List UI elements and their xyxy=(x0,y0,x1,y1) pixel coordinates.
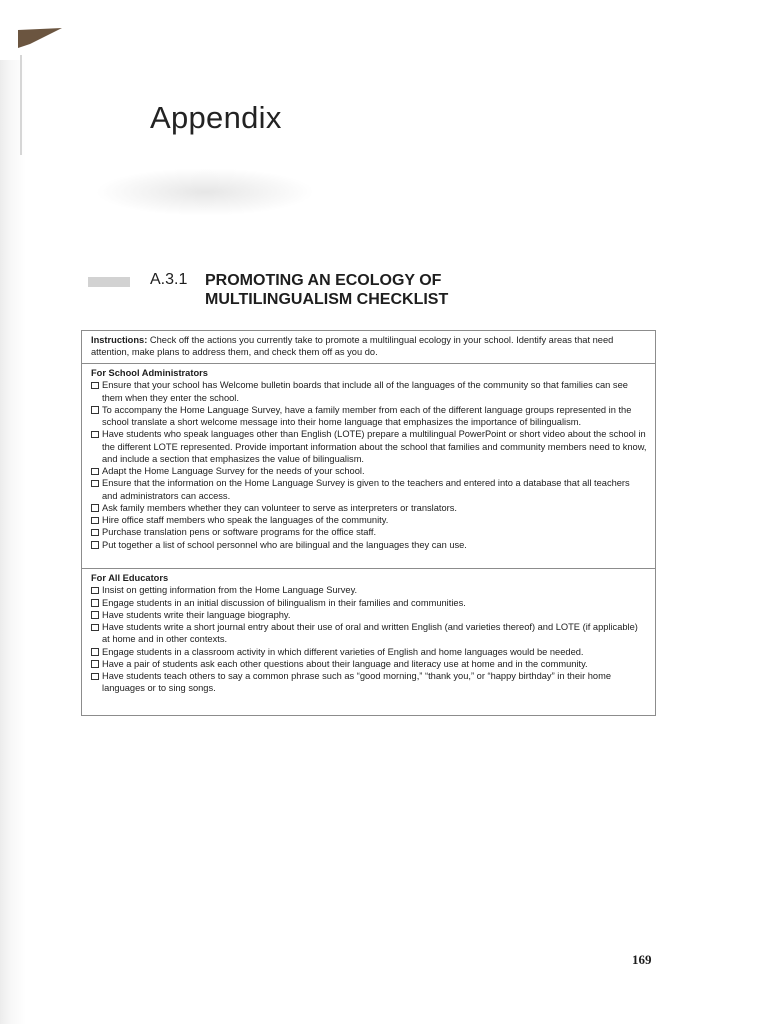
checklist-item[interactable] xyxy=(91,597,647,609)
section-marker xyxy=(88,277,130,287)
checkbox-icon[interactable] xyxy=(91,541,99,549)
checklist-item[interactable] xyxy=(91,477,647,502)
checkbox-icon[interactable] xyxy=(91,468,99,476)
checklist-item[interactable] xyxy=(91,465,647,477)
checklist-item-text: Adapt the Home Language Survey for the needs of your school. xyxy=(102,466,365,476)
admin-checklist xyxy=(91,379,647,551)
checklist-item-text: Have students write their language biography. xyxy=(102,609,291,620)
checklist-item[interactable] xyxy=(91,379,647,404)
checkbox-icon[interactable] xyxy=(91,480,99,488)
checklist-item-text: Have students teach others to say a common phrase such as “good morning,” “thank you,” or “happy birthday” in their home languages or to sing songs. xyxy=(102,671,612,694)
checkbox-icon[interactable] xyxy=(91,504,99,512)
section-title xyxy=(205,271,448,309)
section-number: A.3.1 xyxy=(150,271,188,288)
checkbox-icon[interactable] xyxy=(91,599,99,607)
checklist-item[interactable] xyxy=(91,584,647,596)
checklist-item[interactable] xyxy=(91,670,647,695)
checklist-item-text: Purchase translation pens or software programs for the office staff. xyxy=(102,527,377,538)
checkbox-icon[interactable] xyxy=(91,624,99,632)
checkbox-icon[interactable] xyxy=(91,587,99,595)
checklist-item-text: Hire office staff members who speak the languages of the community. xyxy=(102,515,389,525)
checklist-item-text: Ensure that your school has Welcome bulletin boards that include all of the languages of the community so that families can see them when they enter the school. xyxy=(102,380,628,403)
checklist-item-text: Ensure that the information on the Home Language Survey is given to the teachers and entered into a database that all teachers and administrators can access. xyxy=(102,478,630,501)
checklist-item[interactable] xyxy=(91,646,647,658)
instructions-label: Instructions: xyxy=(91,335,148,345)
page-number: 169 xyxy=(632,952,652,967)
checkbox-icon[interactable] xyxy=(91,382,99,390)
instructions-row xyxy=(82,331,655,364)
checklist-item-text: Have students write a short journal entry about their use of oral and written English (and varieties thereof) and LOTE (if applicable) at home and in other contexts. xyxy=(102,622,638,645)
instructions-text: Check off the actions you currently take to promote a multilingual ecology in your school. Identify areas that need attention, make plans to address them, and check them off as you do. xyxy=(91,335,614,358)
checklist-item[interactable] xyxy=(91,526,647,538)
checklist-item-text: Have a pair of students ask each other questions about their language and literacy use at home and in the community. xyxy=(102,658,588,669)
page-corner-shadow xyxy=(0,0,70,60)
checklist-item[interactable] xyxy=(91,621,647,646)
educators-section xyxy=(82,569,655,717)
checklist-item[interactable] xyxy=(91,502,647,514)
scan-smudge xyxy=(95,168,315,216)
page-edge-shadow xyxy=(0,60,26,1024)
page-title: Appendix xyxy=(150,100,282,135)
checklist-item[interactable] xyxy=(91,514,647,526)
checklist-item-text: Insist on getting information from the Home Language Survey. xyxy=(102,585,358,596)
checklist-item[interactable] xyxy=(91,404,647,429)
checklist-item-text: To accompany the Home Language Survey, have a family member from each of the different language groups represented in the school translate a short welcome message into their home language that emphasizes the importance of bilingualism. xyxy=(102,404,632,427)
checklist-item-text: Put together a list of school personnel who are bilingual and the languages they can use. xyxy=(102,539,467,550)
section-title-line-1: PROMOTING AN ECOLOGY OF xyxy=(205,272,442,289)
checklist-item[interactable] xyxy=(91,658,647,670)
checklist-box xyxy=(81,330,656,716)
checklist-item-text: Ask family members whether they can volunteer to serve as interpreters or translators. xyxy=(102,502,457,513)
checklist-item-text: Engage students in an initial discussion of bilingualism in their families and communities. xyxy=(102,597,466,608)
page-edge-line xyxy=(20,55,22,155)
admin-section xyxy=(82,364,655,569)
checkbox-icon[interactable] xyxy=(91,673,99,681)
educators-heading: For All Educators xyxy=(91,573,169,583)
checkbox-icon[interactable] xyxy=(91,529,99,537)
checkbox-icon[interactable] xyxy=(91,660,99,668)
checklist-item-text: Have students who speak languages other than English (LOTE) prepare a multilingual PowerPoint or short video about the school in the different LOTE represented. Provide important information about the school that families and community members need to know, and include a section that emphasizes the value of bilingualism. xyxy=(102,429,647,464)
checklist-item-text: Engage students in a classroom activity in which different varieties of English and home languages would be needed. xyxy=(102,646,584,657)
checkbox-icon[interactable] xyxy=(91,611,99,619)
checkbox-icon[interactable] xyxy=(91,406,99,414)
section-title-line-2: MULTILINGUALISM CHECKLIST xyxy=(205,291,449,308)
educators-checklist xyxy=(91,584,647,694)
checkbox-icon[interactable] xyxy=(91,517,99,525)
checkbox-icon[interactable] xyxy=(91,648,99,656)
admin-heading: For School Administrators xyxy=(91,368,208,378)
checklist-item[interactable] xyxy=(91,609,647,621)
checklist-item[interactable] xyxy=(91,539,647,551)
checklist-item[interactable] xyxy=(91,428,647,465)
checkbox-icon[interactable] xyxy=(91,431,99,439)
